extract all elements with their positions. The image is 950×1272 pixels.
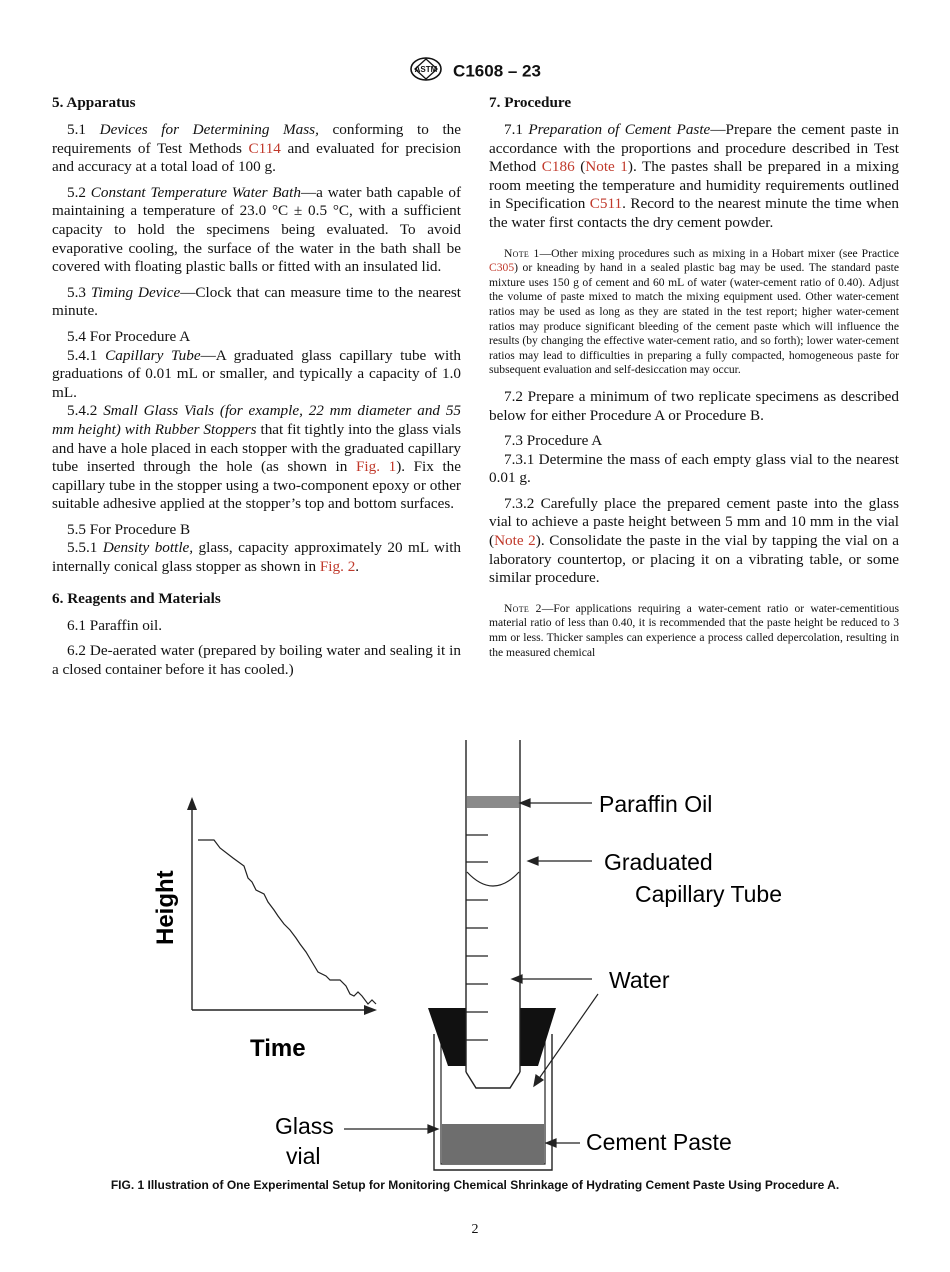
page-header: [0, 56, 950, 87]
para-7-1: 7.1 Preparation of Cement Paste—Prepare the cement paste in accordance with the proportions and procedure described in Test Method C186 (Note 1). The pastes shall be prepared in a mixing room meeting the temperature and humidity requirements outlined in Specification C511. Record to the nearest minute the time when the water first contacts the dry cement powder.: [489, 121, 900, 231]
para-5-4-1: 5.4.1 Capillary Tube—A graduated glass capillary tube with graduations of 0.01 mL or smaller, and typically a capacity of 1.0 mL.: [52, 346, 462, 401]
section-7-heading: 7. Procedure: [489, 94, 572, 111]
para-7-3: 7.3 Procedure A: [504, 432, 603, 450]
label-glass: Glass: [275, 1113, 334, 1139]
right-column: [489, 94, 899, 670]
label-capillary-tube: Capillary Tube: [635, 881, 783, 907]
figure-caption: FIG. 1 Illustration of One Experimental Setup for Monitoring Chemical Shrinkage of Hydrating Cement Paste Using Procedure A.: [110, 1178, 840, 1192]
label-cement-paste: Cement Paste: [586, 1129, 732, 1155]
ref-c511-link[interactable]: C511: [589, 195, 623, 213]
ref-fig1-link[interactable]: Fig. 1: [355, 458, 397, 476]
ref-fig2-link[interactable]: Fig. 2: [319, 558, 356, 576]
section-5-heading: 5. Apparatus: [52, 94, 136, 111]
astm-logo-icon: [409, 56, 443, 87]
capillary-tube: [466, 740, 520, 1088]
left-column: [52, 94, 461, 686]
cement-paste-fill: [442, 1124, 544, 1164]
section-6-heading: 6. Reagents and Materials: [52, 589, 221, 607]
para-5-2: 5.2 Constant Temperature Water Bath—a water bath capable of maintaining a temperature of 23.0 °C ± 0.5 °C, with a sufficient capacity to hold the specimens being evaluated. To avoid evaporative cooling, the surface of the water in the bath shall be covered with floating plastic balls or fitted with an insulated lid.: [52, 183, 462, 276]
graph-x-label: Time: [250, 1035, 306, 1062]
label-vial: vial: [286, 1143, 321, 1169]
paraffin-oil-fill: [467, 796, 519, 808]
note-2: Note 2—For applications requiring a water-cement ratio or water-cementitious material ratio of less than 0.40, it is recommended that the paste height be reduced to 3 mm or less. Thicker samples can experience a process called depercolation, resulting in the measured chemical: [489, 601, 900, 659]
para-6-1: 6.1 Paraffin oil.: [67, 616, 163, 634]
ref-note2-link[interactable]: Note 2: [494, 532, 536, 550]
para-5-3: 5.3 Timing Device—Clock that can measure time to the nearest minute.: [52, 283, 462, 320]
graph-y-label: Height: [152, 870, 179, 945]
figure-1: [140, 740, 820, 1180]
document-id: C1608 – 23: [453, 61, 541, 81]
para-5-5: 5.5 For Procedure B: [67, 520, 191, 538]
label-water: Water: [609, 967, 670, 993]
page-number: 2: [471, 1222, 479, 1237]
ref-c305-link[interactable]: C305: [489, 261, 515, 275]
ref-c186-link[interactable]: C186: [541, 158, 575, 176]
note-1: Note 1—Other mixing procedures such as mixing in a Hobart mixer (see Practice C305) or kneading by hand in a sealed plastic bag may be used. The standard paste mixture uses 150 g of cement and 60 mL of water (water-cement ratio of 0.40). Adjust the volume of paste mixed to match the mixing equipment used. Other water-cement ratios may be used as long as they are stated in the test report; higher water-cement ratios may produce significant bleeding of the cement paste which will influence the results (by changing the effective water-cement ratio, and so forth); lower water-cement ratios may lead to difficulties in preparing a fully compacted, homogeneous paste for subsequent evaluation and self-desiccation may occur.: [489, 246, 899, 377]
shrinkage-graph: [152, 797, 377, 1062]
svg-text:ASTM: ASTM: [414, 65, 438, 74]
ref-note1-link[interactable]: Note 1: [585, 158, 628, 176]
para-5-4: 5.4 For Procedure A: [67, 327, 191, 345]
label-graduated: Graduated: [604, 849, 713, 875]
ref-c114-link[interactable]: C114: [248, 139, 281, 157]
para-7-3-1: 7.3.1 Determine the mass of each empty glass vial to the nearest 0.01 g.: [489, 450, 899, 487]
para-5-4-2: 5.4.2 Small Glass Vials (for example, 22 mm diameter and 55 mm height) with Rubber Stoppers that fit tightly into the glass vials and have a hole placed in each stopper with the graduated capillary tube inserted through the hole (as shown in Fig. 1). Fix the capillary tube in the stopper using a two-component epoxy or other suitable adhesive applied at the stopper’s top and bottom surfaces.: [52, 402, 462, 513]
para-7-3-2: 7.3.2 Carefully place the prepared cement paste into the glass vial to achieve a paste height between 5 mm and 10 mm in the vial (Note 2). Consolidate the paste in the vial by tapping the vial on a laboratory countertop, or placing it on a vibrating table, or some similar procedure.: [489, 494, 899, 587]
para-5-5-1: 5.5.1 Density bottle, glass, capacity approximately 20 mL with internally conical glass stopper as shown in Fig. 2.: [52, 539, 462, 576]
para-7-2: 7.2 Prepare a minimum of two replicate specimens as described below for either Procedure A or Procedure B.: [489, 387, 899, 424]
label-paraffin-oil: Paraffin Oil: [599, 791, 713, 817]
para-5-1: 5.1 Devices for Determining Mass, conforming to the requirements of Test Methods C114 and evaluated for precision and accuracy at a total load of 100 g.: [52, 121, 462, 176]
para-6-2: 6.2 De-aerated water (prepared by boiling water and sealing it in a closed container before it has cooled.): [52, 642, 461, 678]
figure-1-illustration: [140, 740, 820, 1180]
